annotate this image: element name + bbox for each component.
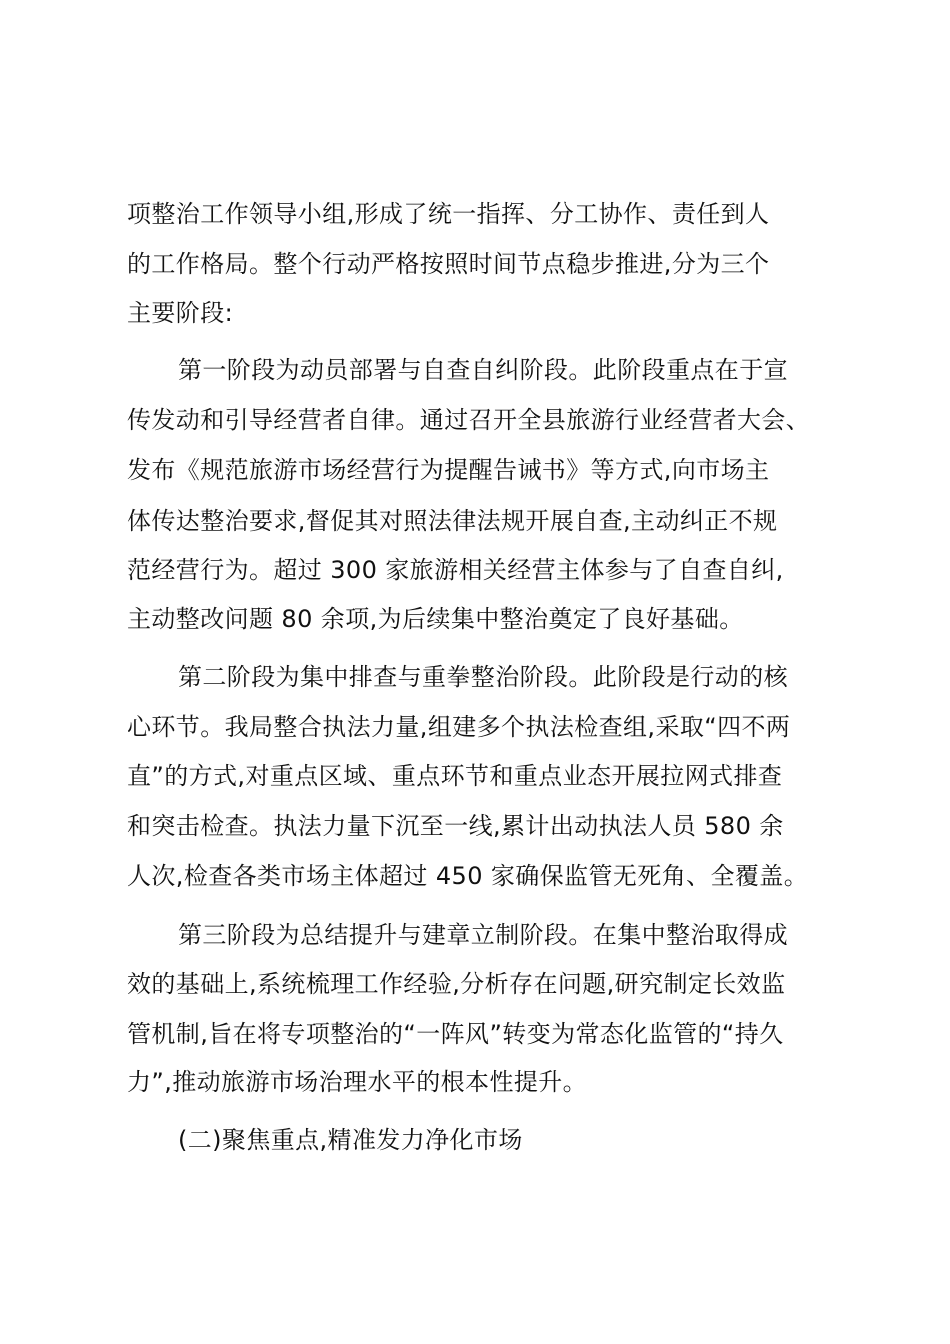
- text-line: 直”的方式,对重点区域、重点环节和重点业态开展拉网式排查: [127, 762, 783, 790]
- text-line: 力”,推动旅游市场治理水平的根本性提升。: [127, 1068, 588, 1096]
- text-line: 第二阶段为集中排查与重拳整治阶段。此阶段是行动的核: [178, 663, 788, 691]
- text-line: 效的基础上,系统梳理工作经验,分析存在问题,研究制定长效监: [127, 970, 786, 998]
- text-line: 传发动和引导经营者自律。通过召开全县旅游行业经营者大会、: [127, 406, 811, 434]
- text-line: 心环节。我局整合执法力量,组建多个执法检查组,采取“四不两: [127, 713, 791, 741]
- text-line: 范经营行为。超过 300 家旅游相关经营主体参与了自查自纠,: [127, 556, 784, 584]
- text-line: 第一阶段为动员部署与自查自纠阶段。此阶段重点在于宣: [178, 356, 788, 384]
- text-line: 人次,检查各类市场主体超过 450 家确保监管无死角、全覆盖。: [127, 862, 809, 890]
- text-line: 主动整改问题 80 余项,为后续集中整治奠定了良好基础。: [127, 605, 744, 633]
- text-line: 项整治工作领导小组,形成了统一指挥、分工协作、责任到人: [127, 200, 770, 228]
- text-line: 体传达整治要求,督促其对照法律法规开展自查,主动纠正不规: [127, 507, 778, 535]
- text-line: 的工作格局。整个行动严格按照时间节点稳步推进,分为三个: [127, 250, 770, 278]
- text-line: 管机制,旨在将专项整治的“一阵风”转变为常态化监管的“持久: [127, 1020, 784, 1048]
- text-line: 发布《规范旅游市场经营行为提醒告诫书》等方式,向市场主: [127, 456, 770, 484]
- text-line: 和突击检查。执法力量下沉至一线,累计出动执法人员 580 余: [127, 812, 784, 840]
- text-line: 第三阶段为总结提升与建章立制阶段。在集中整治取得成: [178, 921, 788, 949]
- text-line: 主要阶段:: [127, 299, 234, 327]
- section-heading: (二)聚焦重点,精准发力净化市场: [178, 1126, 523, 1154]
